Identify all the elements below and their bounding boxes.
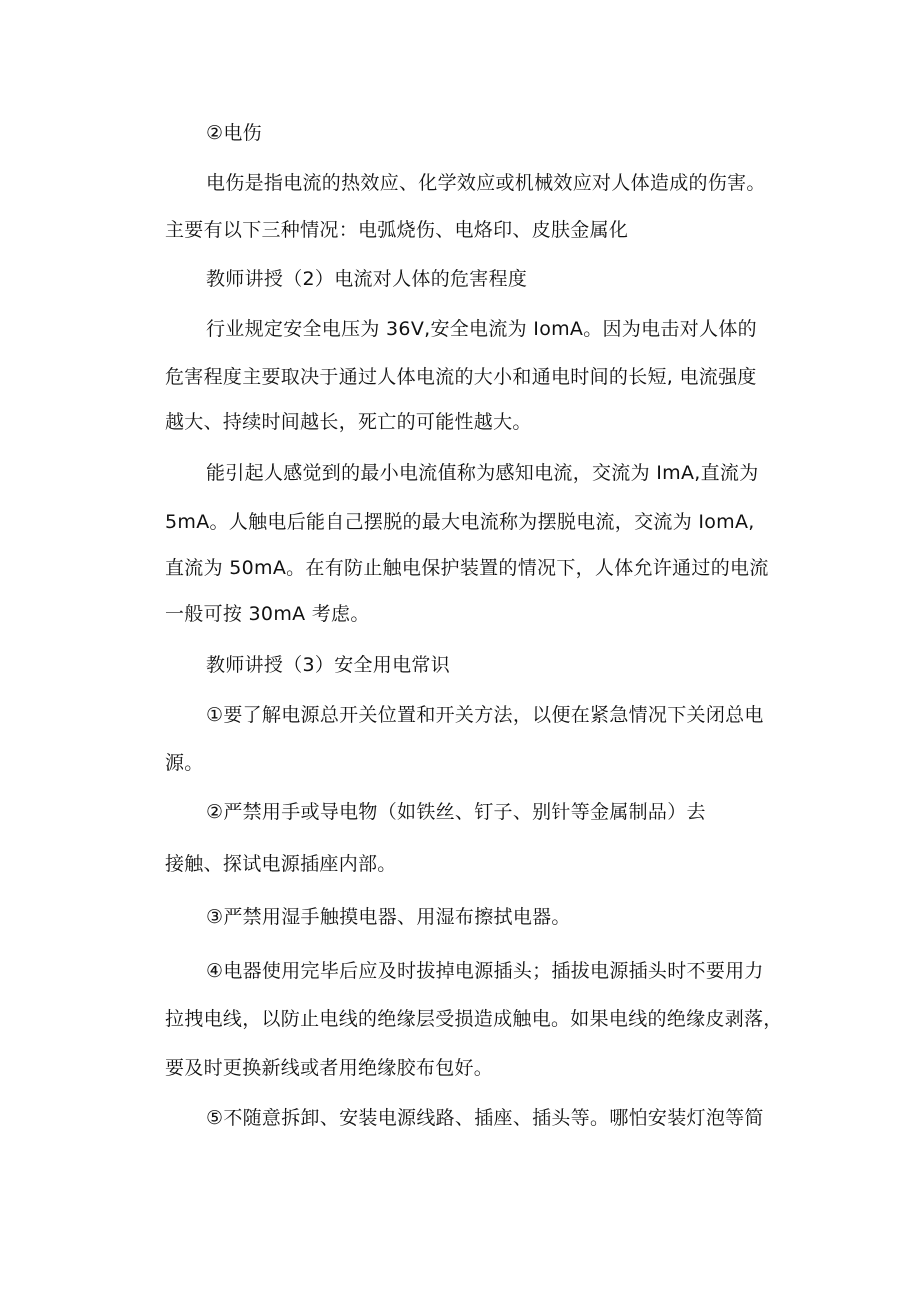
paragraph-line: 接触、探试电源插座内部。 <box>165 853 397 875</box>
paragraph-line: ①要了解电源总开关位置和开关方法，以便在紧急情况下关闭总电 <box>206 704 764 726</box>
paragraph-line: ②严禁用手或导电物（如铁丝、钉子、别针等金属制品）去 <box>206 801 706 823</box>
paragraph-line: 行业规定安全电压为 36V,安全电流为 IomA。因为电击对人体的 <box>206 318 757 340</box>
paragraph-line: ③严禁用湿手触摸电器、用湿布擦拭电器。 <box>206 906 571 928</box>
paragraph-line: 电伤是指电流的热效应、化学效应或机械效应对人体造成的伤害。 <box>206 172 766 194</box>
paragraph-line: 能引起人感觉到的最小电流值称为感知电流，交流为 ImA,直流为 <box>206 462 759 484</box>
paragraph-line: 5mA。人触电后能自己摆脱的最大电流称为摆脱电流，交流为 IomA, <box>165 511 755 533</box>
section-heading-electrical-safety: 教师讲授（3）安全用电常识 <box>206 654 450 676</box>
paragraph-line: 源。 <box>165 752 204 774</box>
section-heading-electric-injury: ②电伤 <box>206 122 262 144</box>
paragraph-line: 直流为 50mA。在有防止触电保护装置的情况下，人体允许通过的电流 <box>165 557 769 579</box>
section-heading-current-hazard: 教师讲授（2）电流对人体的危害程度 <box>206 268 528 290</box>
paragraph-line: ④电器使用完毕后应及时拔掉电源插头；插拔电源插头时不要用力 <box>206 960 764 982</box>
paragraph-line: 越大、持续时间越长，死亡的可能性越大。 <box>165 411 532 433</box>
paragraph-line: 主要有以下三种情况：电弧烧伤、电烙印、皮肤金属化 <box>165 219 629 241</box>
paragraph-line: ⑤不随意拆卸、安装电源线路、插座、插头等。哪怕安装灯泡等简 <box>206 1107 764 1129</box>
paragraph-line: 要及时更换新线或者用绝缘胶布包好。 <box>165 1057 494 1079</box>
paragraph-line: 拉拽电线，以防止电线的绝缘层受损造成触电。如果电线的绝缘皮剥落， <box>165 1008 783 1030</box>
paragraph-line: 危害程度主要取决于通过人体电流的大小和通电时间的长短, 电流强度 <box>165 366 757 388</box>
paragraph-line: 一般可按 30mA 考虑。 <box>165 603 370 625</box>
